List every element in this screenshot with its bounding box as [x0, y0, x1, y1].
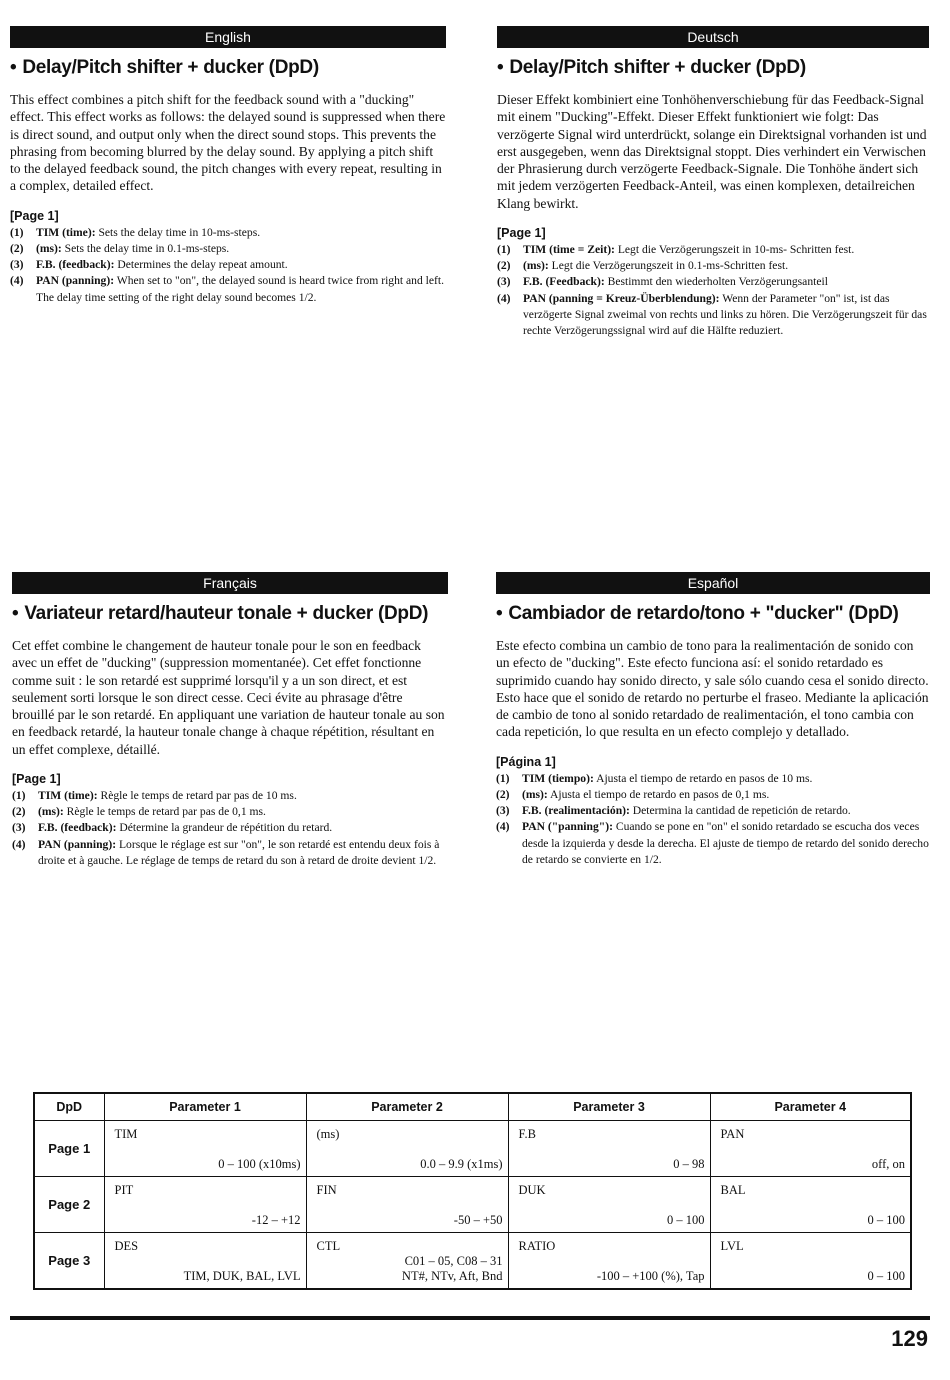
- param-range: 0 – 100: [867, 1269, 905, 1283]
- param-name: LVL: [720, 1239, 744, 1253]
- param-name: F.B: [518, 1127, 536, 1141]
- table-cell: [710, 1177, 911, 1233]
- list-item: [10, 257, 446, 273]
- list-item: [12, 837, 448, 869]
- item-text: Sets the delay time in 10-ms-steps.: [95, 225, 261, 239]
- section-body: This effect combines a pitch shift for the feedback sound with a "ducking" effect. This effect works as follows: the delayed sound is suppressed when there is direct sound, and output only when the direct sound stops. This prevents the phrasing from becoming blurred by the delay sound. By applying a pitch shift to the delayed feedback sound, the pitch changes with every repeat, resulting in a complex, detailed effect.: [10, 92, 446, 194]
- section-title: • Delay/Pitch shifter + ducker (DpD): [497, 57, 806, 78]
- item-text: Cuando se pone en "on" el sonido retardado se escucha dos veces desde la izquierda y desde la derecha. El ajuste de tiempo de retardo del sonido derecho de retardo se convierte en 1/2.: [522, 820, 929, 866]
- item-label: F.B. (Feedback):: [523, 275, 605, 289]
- bullet-icon: •: [496, 603, 503, 624]
- table-header: Parameter 1: [104, 1093, 306, 1121]
- item-text: Determina la cantidad de repetición de retardo.: [629, 804, 851, 818]
- bullet-icon: •: [12, 603, 19, 624]
- item-number: (1): [497, 243, 511, 257]
- param-name: FIN: [316, 1183, 337, 1197]
- param-name: PIT: [114, 1183, 134, 1197]
- param-range: off, on: [871, 1157, 905, 1171]
- param-range: -12 – +12: [251, 1213, 301, 1227]
- item-text: Règle le temps de retard par pas de 10 ms.: [97, 789, 297, 803]
- list-item: [497, 258, 929, 274]
- item-text: Legt die Verzögerungszeit in 0.1-ms-Schritten fest.: [548, 259, 789, 273]
- item-number: (3): [12, 821, 26, 835]
- parameter-table: [33, 1092, 912, 1290]
- parameter-list: [12, 788, 448, 869]
- list-item: [496, 771, 930, 787]
- item-number: (3): [497, 275, 511, 289]
- item-text: Détermine la grandeur de répétition du retard.: [116, 821, 333, 835]
- param-range: 0 – 98: [673, 1157, 705, 1171]
- item-number: (4): [10, 274, 24, 288]
- item-label: (ms):: [36, 241, 62, 255]
- english-section: [10, 26, 446, 306]
- param-name: RATIO: [518, 1239, 556, 1253]
- list-item: [496, 803, 930, 819]
- page-heading: [Page 1]: [10, 208, 59, 223]
- param-range: 0.0 – 9.9 (x1ms): [420, 1157, 503, 1171]
- table-header-row: [34, 1093, 911, 1121]
- language-bar: Français: [12, 572, 448, 594]
- item-label: PAN (panning):: [38, 837, 117, 851]
- section-title: • Delay/Pitch shifter + ducker (DpD): [10, 57, 319, 78]
- item-number: (1): [496, 771, 510, 785]
- espanol-section: [496, 572, 930, 868]
- row-label: Page 3: [34, 1233, 104, 1290]
- item-label: TIM (tiempo):: [522, 771, 594, 785]
- bullet-icon: •: [497, 57, 504, 78]
- list-item: [12, 804, 448, 820]
- param-name: CTL: [316, 1239, 341, 1253]
- param-name: (ms): [316, 1127, 340, 1141]
- table-cell: [508, 1177, 710, 1233]
- item-number: (2): [12, 805, 26, 819]
- row-label: Page 1: [34, 1121, 104, 1177]
- table-cell: [104, 1121, 306, 1177]
- item-text: Bestimmt den wiederholten Verzögerungsanteil: [604, 275, 828, 289]
- table-cell: [104, 1177, 306, 1233]
- param-name: BAL: [720, 1183, 746, 1197]
- item-text: Lorsque le réglage est sur "on", le son retardé est entendu deux fois à droite et à gauche. Le réglage de temps de retard du son à retard de droite devient 1/2.: [38, 837, 440, 867]
- item-label: PAN (panning = Kreuz-Überblendung):: [523, 291, 720, 305]
- list-item: [497, 274, 929, 290]
- item-number: (3): [496, 804, 510, 818]
- list-item: [12, 820, 448, 836]
- item-number: (2): [497, 259, 511, 273]
- item-number: (2): [10, 241, 24, 255]
- table-row: [34, 1233, 911, 1290]
- list-item: [12, 788, 448, 804]
- table-cell: [104, 1233, 306, 1290]
- item-text: Ajusta el tiempo de retardo en pasos de 10 ms.: [593, 771, 813, 785]
- page-heading: [Página 1]: [496, 754, 556, 769]
- item-number: (1): [12, 789, 26, 803]
- table-header: Parameter 4: [710, 1093, 911, 1121]
- item-number: (4): [497, 291, 511, 305]
- param-range: -50 – +50: [453, 1213, 503, 1227]
- list-item: [10, 273, 446, 305]
- item-label: F.B. (feedback):: [36, 258, 115, 272]
- item-text: Determines the delay repeat amount.: [114, 258, 288, 272]
- bullet-icon: •: [10, 57, 17, 78]
- table-cell: [306, 1233, 508, 1290]
- section-title: • Cambiador de retardo/tono + "ducker" (DpD): [496, 603, 899, 624]
- item-text: Legt die Verzögerungszeit in 10-ms- Schritten fest.: [614, 243, 855, 257]
- list-item: [496, 819, 930, 868]
- param-name: DUK: [518, 1183, 546, 1197]
- list-item: [10, 241, 446, 257]
- item-label: F.B. (realimentación):: [522, 804, 630, 818]
- page-heading: [Page 1]: [497, 226, 546, 241]
- item-label: TIM (time = Zeit):: [523, 243, 615, 257]
- item-label: (ms):: [523, 259, 549, 273]
- item-text: Ajusta el tiempo de retardo en pasos de 0,1 ms.: [547, 787, 770, 801]
- param-range: 0 – 100: [667, 1213, 705, 1227]
- list-item: [497, 242, 929, 258]
- parameter-list: [10, 225, 446, 306]
- table-cell: [306, 1177, 508, 1233]
- param-range: -100 – +100 (%), Tap: [596, 1269, 705, 1283]
- parameter-list: [497, 242, 929, 339]
- param-name: DES: [114, 1239, 139, 1253]
- item-label: TIM (time):: [36, 225, 96, 239]
- item-number: (1): [10, 225, 24, 239]
- row-label: Page 2: [34, 1177, 104, 1233]
- param-name: PAN: [720, 1127, 745, 1141]
- item-label: (ms):: [522, 787, 548, 801]
- table-header: Parameter 2: [306, 1093, 508, 1121]
- section-body: Dieser Effekt kombiniert eine Tonhöhenverschiebung für das Feedback-Signal mit einem "Ducking"-Effekt. Dieser Effekt funktioniert wie folgt: Das verzögerte Signal wird unterdrückt, solange ein Direktsignal vorhanden ist und erst ausgegeben, wenn das Direktsignal stoppt. Dies verhindert ein Verwischen der Phrasierung durch verzögerte Feedback-Signale. Die Tonhöhe ändert sich mit jedem verzögerten Feedback-Anteil, was einen komplexen, detailreichen Klang bewirkt.: [497, 92, 927, 211]
- table-cell: [710, 1233, 911, 1290]
- language-bar: Deutsch: [497, 26, 929, 48]
- table-header: DpD: [34, 1093, 104, 1121]
- language-bar: Español: [496, 572, 930, 594]
- parameter-list: [496, 771, 930, 868]
- table-row: [34, 1121, 911, 1177]
- item-label: PAN ("panning"):: [522, 820, 613, 834]
- list-item: [497, 291, 929, 340]
- table-header: Parameter 3: [508, 1093, 710, 1121]
- param-range: TIM, DUK, BAL, LVL: [183, 1269, 301, 1283]
- table-cell: [306, 1121, 508, 1177]
- table-cell: [508, 1233, 710, 1290]
- param-range: 0 – 100 (x10ms): [218, 1157, 301, 1171]
- table-cell: [710, 1121, 911, 1177]
- item-number: (2): [496, 787, 510, 801]
- param-name: TIM: [114, 1127, 138, 1141]
- item-text: Sets the delay time in 0.1-ms-steps.: [61, 241, 230, 255]
- item-label: F.B. (feedback):: [38, 821, 117, 835]
- item-number: (3): [10, 258, 24, 272]
- section-body: Cet effet combine le changement de hauteur tonale pour le son en feedback avec un effet de "ducking" (suppression momentanée). Cet effet fonctionne comme suit : le son retardé est supprimé lorsqu'il y a un son direct, et est seulement sorti lorsque le son direct cesse. Ceci évite au phrasage d'être brouillé par le son retardé. En appliquant une variation de hauteur tonale au son en feedback retardé, la hauteur tonale change à chaque répétition, résultant en un effet complexe, détaillé.: [12, 638, 445, 757]
- section-body: Este efecto combina un cambio de tono para la realimentación de sonido con un efecto de "ducking". Este efecto funciona así: el sonido retardado es suprimido cuando hay sonido directo, y sale sólo cuando cesa el sonido directo. Esto hace que el sonido de retardo no perturbe el fraseo. Mediante la aplicación de cambio de tono al sonido retardado de realimentación, el tono cambia con cada repetición, lo que resulta en un efecto complejo y detallado.: [496, 638, 929, 740]
- footer-rule: [10, 1316, 930, 1320]
- page-heading: [Page 1]: [12, 772, 61, 787]
- item-number: (4): [496, 820, 510, 834]
- item-text: Règle le temps de retard par pas de 0,1 ms.: [63, 805, 266, 819]
- table-row: [34, 1177, 911, 1233]
- item-text: When set to "on", the delayed sound is heard twice from right and left. The delay time setting of the right delay sound becomes 1/2.: [36, 274, 444, 304]
- page-number: 129: [891, 1326, 928, 1351]
- francais-section: [12, 572, 448, 869]
- item-label: PAN (panning):: [36, 274, 115, 288]
- list-item: [10, 225, 446, 241]
- item-label: (ms):: [38, 805, 64, 819]
- item-number: (4): [12, 837, 26, 851]
- section-title: • Variateur retard/hauteur tonale + ducker (DpD): [12, 603, 429, 624]
- param-range: 0 – 100: [867, 1213, 905, 1227]
- deutsch-section: [497, 26, 929, 339]
- list-item: [496, 787, 930, 803]
- item-label: TIM (time):: [38, 789, 98, 803]
- item-text: Wenn der Parameter "on" ist, ist das verzögerte Signal zweimal von rechts und links zu hören. Die Verzögerungszeit für das rechte Verzögerungssignal wird auf die Hälfte reduziert.: [523, 291, 927, 338]
- param-range: C01 – 05, C08 – 31 NT#, NTv, Aft, Bnd: [401, 1254, 503, 1283]
- language-bar: English: [10, 26, 446, 48]
- table-cell: [508, 1121, 710, 1177]
